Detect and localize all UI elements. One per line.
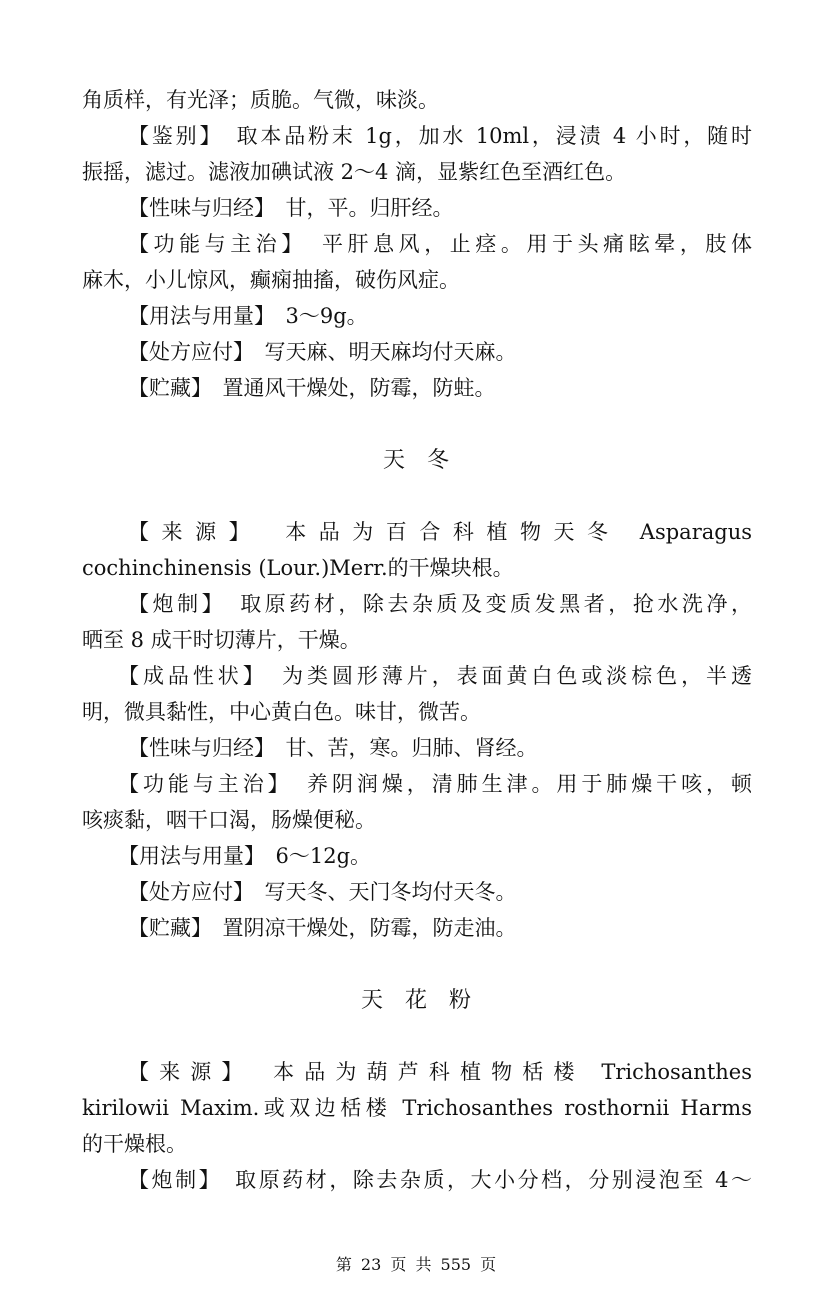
text-line: 【来源】 本品为百合科植物天冬 Asparagus (128, 520, 752, 544)
text-line: 【用法与用量】 6～12g。 (118, 844, 372, 868)
text-line: cochinchinensis (Lour.)Merr.的干燥块根。 (82, 556, 514, 580)
text-line: 咳痰黏，咽干口渴，肠燥便秘。 (82, 808, 376, 832)
text-line: 晒至 8 成干时切薄片，干燥。 (82, 628, 361, 652)
text-line: 【炮制】 取原药材，除去杂质及变质发黑者，抢水洗净， (128, 592, 752, 616)
text-line: kirilowii Maxim.或双边栝楼 Trichosanthes rosthornii Harms (82, 1096, 752, 1120)
text-line: 【贮藏】 置通风干燥处，防霉，防蛀。 (128, 376, 496, 400)
text-line: 角质样，有光泽；质脆。气微，味淡。 (82, 88, 439, 112)
section-title: 天 花 粉 (360, 988, 471, 1013)
text-line: 明，微具黏性，中心黄白色。味甘，微苦。 (82, 700, 481, 724)
text-line: 【功能与主治】 养阴润燥，清肺生津。用于肺燥干咳，顿 (118, 772, 752, 796)
section-title: 天 冬 (382, 448, 449, 473)
text-line: 【鉴别】 取本品粉末 1g，加水 10ml，浸渍 4 小时，随时 (128, 124, 752, 148)
text-line: 的干燥根。 (82, 1132, 187, 1156)
text-line: 【炮制】 取原药材，除去杂质，大小分档，分别浸泡至 4～ (128, 1168, 752, 1192)
text-line: 【贮藏】 置阴凉干燥处，防霉，防走油。 (128, 916, 517, 940)
text-line: 【成品性状】 为类圆形薄片，表面黄白色或淡棕色，半透 (118, 664, 752, 688)
text-line: 【性味与归经】 甘，平。归肝经。 (128, 196, 454, 220)
text-line: 【用法与用量】 3～9g。 (128, 304, 368, 328)
text-line: 【处方应付】 写天冬、天门冬均付天冬。 (128, 880, 517, 904)
text-line: 麻木，小儿惊风，癫痫抽搐，破伤风症。 (82, 268, 460, 292)
text-line: 【性味与归经】 甘、苦，寒。归肺、肾经。 (128, 736, 538, 760)
text-line: 【来源】 本品为葫芦科植物栝楼 Trichosanthes (128, 1060, 752, 1084)
text-line: 【处方应付】 写天麻、明天麻均付天麻。 (128, 340, 517, 364)
text-line: 【功能与主治】 平肝息风，止痉。用于头痛眩晕，肢体 (128, 232, 752, 256)
page-footer: 第 23 页 共 555 页 (335, 1255, 497, 1274)
text-line: 振摇，滤过。滤液加碘试液 2～4 滴，显紫红色至酒红色。 (82, 160, 627, 184)
